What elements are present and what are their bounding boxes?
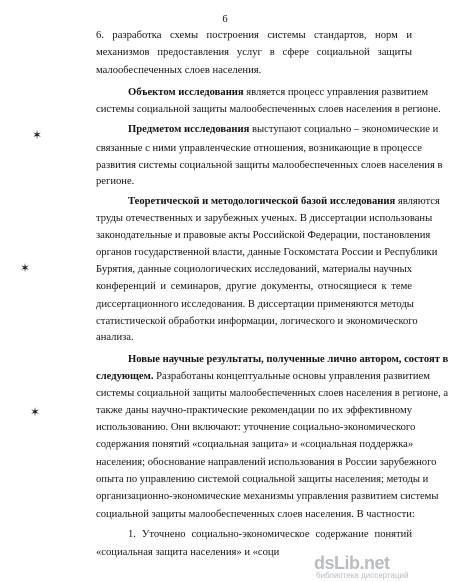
text-run: организационно-экономические механизмы управления развитием системы [96, 491, 439, 502]
text-line [96, 44, 412, 61]
text-line [96, 419, 416, 436]
text-run: законодательные и правовые акты Российской Федерации, постановления [96, 230, 431, 241]
text-line [96, 471, 429, 488]
text-run: также даны научно-практические рекомендации по их эффективному [96, 405, 412, 416]
text-run: регионе. [96, 176, 135, 187]
text-run: системы социальной защиты малообеспеченных слоев населения в регионе. [96, 104, 441, 115]
text-run: конференций и семинаров, другие документы, относящиеся к теме [96, 281, 412, 292]
text-line [128, 526, 412, 543]
text-run: 1. Уточнено социально-экономическое содержание понятий [128, 529, 412, 540]
text-line [96, 488, 439, 505]
text-run: органов государственной власти, данные Госкомстата России и Республики [96, 247, 438, 258]
text-run: опыта по управлению системой социальной защиты населения; методы и [96, 474, 429, 485]
text-run: диссертационного исследования. В диссертации применяются методы [96, 299, 414, 310]
text-line [96, 62, 412, 79]
text-run: труды отечественных и зарубежных ученых. В диссертации использованы [96, 213, 433, 224]
text-line [128, 193, 440, 210]
bold-text: Новые научные результаты, полученные лично автором, состоят в [128, 354, 449, 365]
text-line [128, 121, 439, 138]
text-run: анализа. [96, 332, 134, 343]
bold-text: Теоретической и методологической базой исследования [128, 196, 396, 207]
text-line [96, 454, 437, 471]
text-run: Бурятия, данные социологических исследований, материалы научных [96, 264, 412, 275]
text-line [96, 506, 415, 523]
text-line [96, 278, 412, 295]
text-run: механизмов предоставления услуг в сфере социальной защиты [96, 47, 412, 58]
watermark [314, 553, 444, 579]
ink-blot-icon: ✶ [32, 128, 43, 142]
ink-blot-icon: ✶ [20, 261, 31, 275]
text-line [96, 173, 412, 190]
text-run: развития системы социальной защиты малообеспеченных слоев населения в [96, 160, 443, 171]
text-line [96, 157, 443, 174]
bold-text: Предметом исследования [128, 124, 250, 135]
text-run: социальной защиты малообеспеченных слоев населения. В частности: [96, 509, 415, 520]
text-line [128, 84, 429, 101]
text-line [128, 351, 449, 368]
text-line [96, 313, 418, 330]
text-run: 6. разработка схемы построения системы стандартов, норм и [96, 30, 412, 41]
text-line [96, 27, 412, 44]
bold-text: Объектом исследования [128, 87, 244, 98]
text-line [96, 368, 430, 385]
text-line [96, 385, 449, 402]
text-line [96, 140, 422, 157]
watermark-subtitle: библиотека диссертаций [316, 571, 409, 580]
text-run: использованию. Они включают: уточнение социально-экономического [96, 422, 416, 433]
text-run: являются [395, 196, 440, 207]
text-run: малообеспеченных слоев населения. [96, 65, 262, 76]
text-run: статистической обработки информации, логического и экономического [96, 316, 418, 327]
text-run: содержания понятий «социальная защита» и «социальная поддержка» [96, 439, 414, 450]
watermark-logo: dsLib.net [314, 553, 390, 573]
text-line [96, 210, 433, 227]
text-run: Разработаны концептуальные основы управления развитием [153, 371, 430, 382]
text-run: является процесс управления развитием [243, 87, 429, 98]
text-line [96, 244, 438, 261]
page-number: 6 [222, 14, 228, 25]
text-run: населения; обоснование направлений использования в России зарубежного [96, 457, 437, 468]
text-run: «социальная защита населения» и «соци [96, 547, 280, 558]
text-line [96, 329, 412, 346]
ink-blot-icon: ✶ [30, 405, 41, 419]
text-run: связанные с ними управленческие отношения, возникающие в процессе [96, 143, 422, 154]
bold-text: следующем. [96, 371, 154, 382]
text-line [96, 227, 431, 244]
text-line [96, 101, 441, 118]
text-run: системы социальной защиты малообеспеченных слоев населения в регионе, а [96, 388, 449, 399]
text-line [96, 261, 412, 278]
text-line [96, 402, 412, 419]
text-run: выступают социально – экономические и [249, 124, 439, 135]
text-line [96, 296, 412, 313]
text-line [96, 436, 412, 453]
